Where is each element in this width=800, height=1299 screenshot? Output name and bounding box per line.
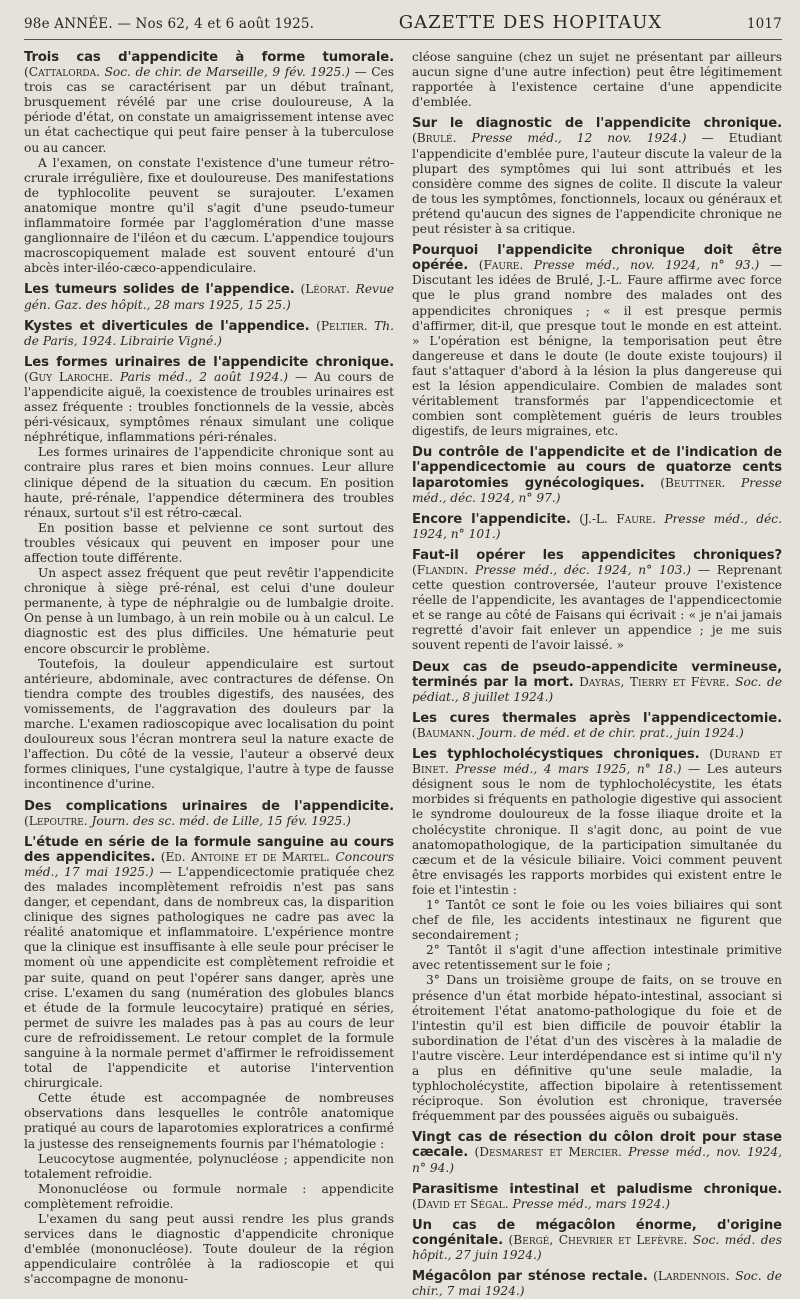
entry-body-text: — Discutant les idées de Brulé, J.-L. Faure affirme avec force que le plus grand nombre des malades ont des appendicites chroniques ; « il est presque permis d'affirmer, dit-il, que presque tout le monde en est atteint. » L'opération est bénigne, la temporisation peut être dangereuse et dans le doute (le doute existe toujours) il faut s'attaquer d'abord à la lésion la plus dangereuse qui est la lésion appendiculaire. Combien de malades sont véritablement transformés par l'appendicectomie et combien sont complètement guéris de leurs troubles digestifs, de leurs migraines, etc.	[412, 258, 782, 439]
entry-paragraph: Mononucléose ou formule normale : appendicite complètement refroidie.	[24, 1181, 394, 1211]
entry-first-line	[24, 835, 394, 1092]
entry-paragraph: Leucocytose augmentée, polynucléose ; appendicite non totalement refroidie.	[24, 1151, 394, 1181]
article-entry	[24, 50, 394, 276]
entry-reference-text: Revue gén. Gaz. des hôpit., 28 mars 1925, 15 25.)	[24, 282, 395, 312]
entry-heading: Des complications urinaires de l'appendicite.	[24, 798, 394, 814]
article-entry	[24, 355, 394, 793]
entry-reference-text: Presse méd., déc. 1924, n° 101.)	[412, 511, 783, 541]
entry-reference-text: Soc. de pédiat., 8 juillet 1924.)	[412, 674, 783, 704]
entry-heading: Du contrôle de l'appendicite et de l'indication de l'appendicectomie au cours de quatorze cents laparotomies gynécologiques.	[412, 445, 782, 491]
entry-body-text: — Au cours de l'appendicite aiguë, la coexistence de troubles urinaires est assez fréquente : troubles fonctionnels de la vessie, abcès péri-vésicaux, symptômes rénaux simulant une colique néphrétique, inflammations péri-rénales.	[24, 369, 394, 445]
entry-heading: Trois cas d'appendicite à forme tumorale.	[24, 50, 394, 65]
entry-paragraph: L'examen du sang peut aussi rendre les plus grands services dans le diagnostic d'appendicite chronique d'emblée (mononucléose). Toute douleur de la région appendiculaire contrôlée à la radioscopie et qui s'accompagne de mononu-	[24, 1212, 394, 1287]
entry-reference	[455, 762, 681, 776]
entry-reference-text: Soc. de chir., 7 mai 1924.)	[412, 1269, 783, 1299]
entry-heading: Les typhlocholécystiques chroniques.	[412, 747, 700, 763]
entry-author: (Bergé, Chevrier et Lefèvre.	[508, 1232, 688, 1247]
entry-first-line	[412, 548, 782, 654]
entry-heading: Mégacôlon par sténose rectale.	[412, 1269, 648, 1285]
entry-author: (Lardennois.	[653, 1269, 730, 1284]
article-entry	[412, 711, 782, 741]
entry-reference	[120, 370, 288, 384]
article-entry	[412, 747, 782, 1124]
entry-reference	[105, 65, 350, 79]
entry-reference	[475, 563, 691, 577]
entry-first-line	[412, 512, 782, 542]
entry-heading: Encore l'appendicite.	[412, 511, 571, 527]
entry-author: (Faure.	[478, 258, 524, 273]
entry-paragraph: cléose sanguine (chez un sujet ne présentant par ailleurs aucun signe d'une autre infection) peut être légitimement rapportée à l'existence certaine d'une appendicite d'emblée.	[412, 50, 782, 110]
entry-heading: Les formes urinaires de l'appendicite chronique.	[24, 354, 394, 370]
entry-first-line	[412, 243, 782, 439]
article-entry	[24, 319, 394, 349]
entry-paragraph: Toutefois, la douleur appendiculaire est surtout antérieure, abdominale, avec contractures de défense. On tiendra compte des troubles digestifs, des nausées, des vomissements, de l'aggravation des douleurs par la marche. L'examen radioscopique avec localisation du point douloureux sous l'écran montrera seul la nature exacte de l'affection. Du côté de la vessie, l'auteur a observé deux formes cliniques, l'une cystalgique, l'autre à type de fausse incontinence d'urine.	[24, 656, 394, 792]
entry-author: (Brulé.	[412, 131, 457, 146]
entry-heading: Deux cas de pseudo-appendicite vermineuse, terminés par la mort.	[412, 659, 782, 690]
article-entry	[24, 282, 394, 312]
entry-author: (Beuttner.	[660, 475, 726, 490]
entry-first-line	[412, 1130, 782, 1175]
entry-heading: Sur le diagnostic de l'appendicite chronique.	[412, 116, 782, 132]
entry-heading: Pourquoi l'appendicite chronique doit être opérée.	[412, 243, 782, 274]
entry-author: (Flandin.	[412, 563, 469, 577]
entry-reference	[534, 258, 759, 272]
entry-reference-text: Concours méd., 17 mai 1925.)	[24, 849, 395, 879]
entry-author: (Durand et Binet.	[412, 747, 782, 777]
entry-first-line	[412, 1182, 782, 1212]
article-entry	[412, 1218, 782, 1263]
entry-heading: Faut-il opérer les appendicites chroniques?	[412, 547, 782, 563]
entry-reference-text: Journ. des sc. méd. de Lille, 15 fév. 1925.)	[91, 813, 351, 828]
entry-author: (Léorat.	[300, 282, 350, 297]
entry-first-line	[412, 660, 782, 705]
left-column	[24, 50, 395, 1287]
entry-heading: Les tumeurs solides de l'appendice.	[24, 282, 295, 298]
entry-paragraph: 2° Tantôt il s'agit d'une affection intestinale primitive avec retentissement sur le foie ;	[412, 943, 782, 973]
entry-first-line	[24, 50, 394, 156]
article-entry	[24, 799, 394, 829]
entry-reference	[92, 814, 351, 828]
entry-first-line	[24, 282, 394, 312]
entry-body-text: — Ces trois cas se caractérisent par un début traînant, brusquement révélé par une crise douloureuse, A la période d'état, on constate un amaigrissement intense avec un état cachectique qui peut faire penser à la tuberculose ou au cancer.	[24, 65, 395, 155]
entry-paragraph: A l'examen, on constate l'existence d'une tumeur rétro-crurale irrégulière, fixe et douloureuse. Des manifestations de typhlocolite peuvent se surajouter. L'examen anatomique montre qu'il s'agit d'une pseudo-tumeur inflammatoire formée par l'agglomération d'une masse ganglionnaire de l'iléon et du cæcum. L'appendice toujours macroscopiquement malade est souvent entouré d'un abcès inter-iléo-cæco-appendiculaire.	[24, 155, 394, 276]
article-entry	[412, 243, 782, 439]
entry-first-line	[24, 319, 394, 349]
entry-first-line	[412, 445, 782, 505]
entry-first-line	[412, 1218, 782, 1263]
entry-first-line	[412, 711, 782, 741]
article-entry	[24, 835, 394, 1288]
entry-reference-text: Soc. méd. des hôpit., 27 juin 1924.)	[412, 1232, 782, 1263]
entry-body-text: — L'appendicectomie pratiquée chez des malades incomplètement refroidis n'est pas sans danger, et cependant, dans de nombreux cas, la disparition clinique des signes pathologiques ne cadre pas avec la réalité anatomique et inflammatoire. L'expérience montre que la clinique est insuffisante à elle seule pour préciser le moment où une appendicite est complètement refroidie et par suite, quand on peut l'opérer sans danger, après une crise. L'examen du sang (numération des globules blancs et étude de la formule leucocytaire) pratiqué en séries, permet de suivre les malades pas à pas au cours de leur cure de refroidissement. Le retour complet de la formule sanguine à la normale permet d'affirmer le refroidissement total de l'appendicite et autorise l'intervention chirurgicale.	[24, 864, 394, 1091]
entry-first-line	[24, 799, 394, 829]
entry-reference-text: Paris méd., 2 août 1924.)	[119, 369, 288, 384]
entry-body-text: — Les auteurs désignent sous le nom de typhlocholécystite, les états morbides si fréquents en pathologie digestive qui associent le syndrome douloureux de la fosse iliaque droite et la cholécystite chronique. Il s'agit donc, au point de vue anatomopathologique, de la participation simultanée du cæcum et de la vésicule biliaire. Voici comment peuvent être envisagés les rapports morbides qui existent entre le foie et l'intestin :	[412, 762, 783, 897]
entry-reference	[513, 1197, 670, 1211]
entry-author: (Baumann.	[412, 725, 476, 740]
entry-author: (Peltier.	[316, 318, 368, 333]
text-columns	[24, 50, 783, 1299]
entry-body-text: — Etudiant l'appendicite d'emblée pure, l'auteur discute la valeur de la plupart des symptômes qui lui sont attribués et les considère comme des signes de colite. Il discute la valeur de tous les symptômes, fonctionnels, locaux ou généraux et prétend qu'aucun des signes de l'appendicite chronique ne peut résister à sa critique.	[412, 131, 783, 237]
article-entry	[412, 116, 782, 237]
article-entry	[412, 1130, 782, 1175]
entry-heading: Un cas de mégacôlon énorme, d'origine congénitale.	[412, 1217, 782, 1248]
entry-reference	[479, 726, 744, 740]
right-column	[412, 50, 783, 1299]
entry-reference-text: Th. de Paris, 1924. Librairie Vigné.)	[24, 318, 395, 348]
article-entry	[412, 1182, 782, 1212]
entry-author: (Desmarest et Mercier.	[474, 1145, 622, 1160]
article-entry	[412, 445, 782, 505]
entry-paragraph: En position basse et pelvienne ce sont surtout des troubles vésicaux qui peuvent en imposer pour une affection toute différente.	[24, 520, 394, 565]
journal-title: GAZETTE DES HOPITAUX	[398, 12, 663, 33]
article-entry	[412, 512, 782, 542]
entry-paragraph: Cette étude est accompagnée de nombreuses observations dans lesquelles le contrôle anatomique pratiqué au cours de laparotomies exploratrices a confirmé la justesse des renseignements fournis par l'hématologie :	[24, 1091, 394, 1151]
entry-author: (Cattalorda.	[24, 65, 100, 80]
running-head	[24, 12, 782, 40]
entry-body-text: — Reprenant cette question controversée, l'auteur prouve l'existence réelle de l'appendicite, les avantages de l'appendicectomie et se range au côté de Faisans qui écrivait : « je n'ai jamais regretté d'avoir fait enlever un appendice ; je me suis souvent repenti de l'avoir laissé. »	[412, 563, 783, 653]
entry-reference-text: Presse méd., mars 1924.)	[512, 1196, 670, 1211]
entry-reference-text: Presse méd., nov. 1924, n° 94.)	[412, 1145, 782, 1175]
entry-reference-text: Presse méd., 12 nov. 1924.)	[471, 131, 687, 146]
entry-author: (Lepoutre.	[24, 813, 88, 828]
issue-info: 98e ANNÉE. — Nos 62, 4 et 6 août 1925.	[24, 16, 315, 32]
entry-heading: Vingt cas de résection du côlon droit pour stase cæcale.	[412, 1130, 782, 1161]
entry-paragraph: Un aspect assez fréquent que peut revêtir l'appendicite chronique à siège pré-rénal, est celui d'une douleur permanente, à type de néphralgie ou de lumbalgie droite. On pense à un lumbago, à un rein mobile ou à un calcul. Le diagnostic est des plus difficiles. Une hématurie peut encore obscurcir le problème.	[24, 566, 394, 656]
entry-author: Dayras, Tierry et Fèvre.	[579, 674, 730, 689]
page-number: 1017	[746, 16, 782, 32]
entry-reference-text: Journ. de méd. et de chir. prat., juin 1924.)	[479, 725, 744, 740]
entry-heading: L'étude en série de la formule sanguine au cours des appendicites.	[24, 834, 394, 865]
entry-author: (Ed. Antoine et de Martel.	[160, 849, 330, 864]
entry-first-line	[412, 747, 782, 898]
entry-reference-text: Soc. de chir. de Marseille, 9 fév. 1925.)	[104, 65, 350, 80]
entry-reference-text: Presse méd., déc. 1924, n° 103.)	[474, 563, 691, 577]
entry-heading: Les cures thermales après l'appendicectomie.	[412, 710, 782, 726]
entry-first-line	[412, 1269, 782, 1299]
article-entry	[412, 660, 782, 705]
entry-author: (Guy Laroche.	[24, 369, 113, 384]
article-entry	[412, 50, 782, 110]
article-entry	[412, 548, 782, 654]
entry-reference-text: Presse méd., 4 mars 1925, n° 18.)	[455, 762, 682, 777]
entry-paragraph: Les formes urinaires de l'appendicite chronique sont au contraire plus rares et bien moins connues. Leur allure clinique dépend de la situation du cæcum. En position haute, pré-rénale, l'appendice déterminera des troubles rénaux, surtout s'il est rétro-cæcal.	[24, 445, 394, 520]
entry-paragraph: 1° Tantôt ce sont le foie ou les voies biliaires qui sont chef de file, les accidents intestinaux ne figurent que secondairement ;	[412, 897, 782, 943]
entry-first-line	[412, 116, 782, 237]
entry-paragraph: 3° Dans un troisième groupe de faits, on se trouve en présence d'un état morbide hépato-intestinal, associant si étroitement l'état anatomo-pathologique du foie et de l'intestin qu'il est bien difficile de pouvoir établir la subordination de l'état d'un des viscères à la maladie de l'autre viscère. Leur interdépendance est si intime qu'il n'y a plus en définitive qu'une seule maladie, la typhlocholécystite, affection bipolaire à retentissement réciproque. Son évolution est chronique, traversée fréquemment par des poussées aiguës ou subaiguës.	[412, 973, 782, 1124]
entry-author: (J.-L. Faure.	[579, 511, 656, 526]
entry-reference-text: Presse méd., déc. 1924, n° 97.)	[412, 475, 783, 505]
article-entry	[412, 1269, 782, 1299]
entry-author: (David et Ségal.	[412, 1196, 509, 1211]
entry-heading: Parasitisme intestinal et paludisme chronique.	[412, 1181, 782, 1197]
entry-first-line	[24, 355, 394, 446]
entry-reference-text: Presse méd., nov. 1924, n° 93.)	[533, 258, 760, 273]
entry-reference	[472, 131, 687, 145]
entry-heading: Kystes et diverticules de l'appendice.	[24, 318, 310, 334]
